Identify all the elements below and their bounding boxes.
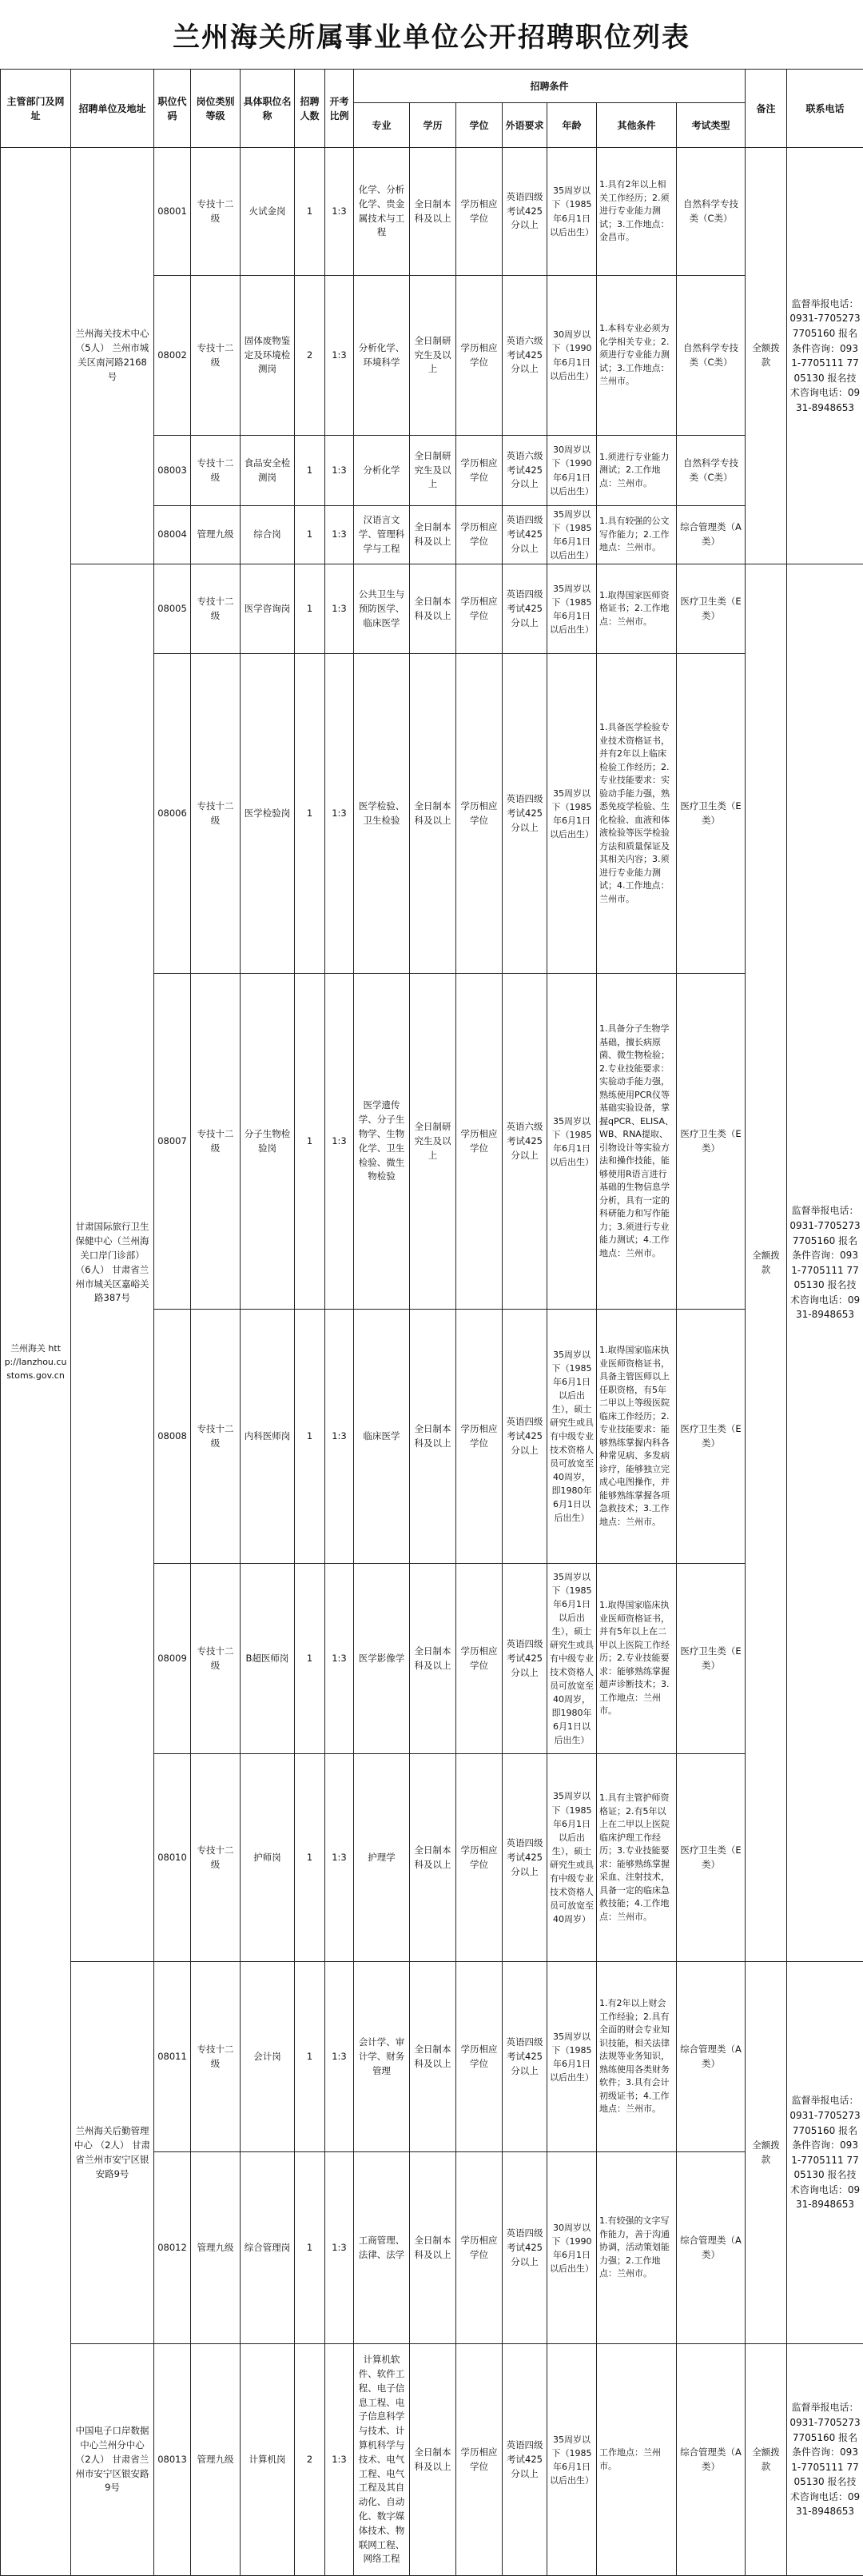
edu-cell: 全日制本科及以上 — [410, 2344, 456, 2576]
header-exam: 考试类型 — [677, 103, 746, 148]
code-cell: 08001 — [154, 148, 191, 276]
header-conditions: 招聘条件 — [354, 70, 746, 103]
exam-cell: 医疗卫生类（E类） — [677, 564, 746, 654]
lang-cell: 英语四级考试425分以上 — [503, 654, 547, 974]
code-cell: 08012 — [154, 2152, 191, 2344]
age-cell: 35周岁以下（1985年6月1日以后出生） — [547, 148, 597, 276]
header-code: 职位代码 — [154, 70, 191, 148]
major-cell: 汉语言文学、管理科学与工程 — [354, 506, 410, 564]
ratio-cell: 1:3 — [325, 148, 354, 276]
edu-cell: 全日制本科及以上 — [410, 148, 456, 276]
major-cell: 分析化学、环境科学 — [354, 276, 410, 436]
count-cell: 1 — [295, 2152, 325, 2344]
position-name-cell: 内科医师岗 — [241, 1310, 295, 1564]
exam-cell: 医疗卫生类（E类） — [677, 1754, 746, 1962]
note-cell: 全额拨款 — [746, 1962, 787, 2344]
note-cell: 全额拨款 — [746, 148, 787, 564]
count-cell: 1 — [295, 436, 325, 506]
level-cell: 专技十二级 — [191, 1310, 241, 1564]
ratio-cell: 1:3 — [325, 2152, 354, 2344]
major-cell: 计算机软件、软件工程、电子信息工程、电子信息科学与技术、计算机科学与技术、电气工程、电气工程及其自动化、自动化、数字媒体技术、物联网工程、网络工程 — [354, 2344, 410, 2576]
header-age: 年龄 — [547, 103, 597, 148]
edu-cell: 全日制研究生及以上 — [410, 974, 456, 1310]
lang-cell: 英语六级考试425分以上 — [503, 436, 547, 506]
position-name-cell: 分子生物检验岗 — [241, 974, 295, 1310]
major-cell: 工商管理、法律、法学 — [354, 2152, 410, 2344]
unit-cell: 中国电子口岸数据中心兰州分中心 （2人） 甘肃省兰州市安宁区银安路9号 — [71, 2344, 154, 2576]
degree-cell: 学历相应学位 — [456, 1962, 503, 2152]
degree-cell: 学历相应学位 — [456, 276, 503, 436]
note-cell: 全额拨款 — [746, 564, 787, 1962]
level-cell: 专技十二级 — [191, 654, 241, 974]
position-name-cell: 食品安全检测岗 — [241, 436, 295, 506]
lang-cell: 英语四级考试425分以上 — [503, 1310, 547, 1564]
level-cell: 管理九级 — [191, 506, 241, 564]
code-cell: 08004 — [154, 506, 191, 564]
exam-cell: 自然科学专技类（C类） — [677, 148, 746, 276]
position-name-cell: 固体废物鉴定及环境检测岗 — [241, 276, 295, 436]
age-cell: 35周岁以下（1985年6月1日以后出生） — [547, 2344, 597, 2576]
other-cell: 1.取得国家临床执业医师资格证书，具备主管医师以上任职资格，有5年二甲以上等级医院临床工作经历；2.专业技能要求：能够熟练掌握内科各种常见病、多发病诊疗，能够独立完成心电图操作，并能够熟练掌握各项急救技术；3.工作地点：兰州市。 — [597, 1310, 677, 1564]
exam-cell: 综合管理类（A类） — [677, 2152, 746, 2344]
position-name-cell: 火试金岗 — [241, 148, 295, 276]
exam-cell: 综合管理类（A类） — [677, 1962, 746, 2152]
exam-cell: 医疗卫生类（E类） — [677, 654, 746, 974]
major-cell: 临床医学 — [354, 1310, 410, 1564]
age-cell: 35周岁以下（1985年6月1日以后出生） — [547, 654, 597, 974]
edu-cell: 全日制本科及以上 — [410, 1962, 456, 2152]
header-count: 招聘人数 — [295, 70, 325, 148]
count-cell: 1 — [295, 1962, 325, 2152]
edu-cell: 全日制本科及以上 — [410, 564, 456, 654]
contact-cell: 监督举报电话：0931-7705273 7705160 报名条件咨询：0931-7705111 7705130 报名技术咨询电话：0931-8948653 — [787, 1962, 863, 2344]
age-cell: 35周岁以下（1985年6月1日以后出生） — [547, 564, 597, 654]
count-cell: 1 — [295, 506, 325, 564]
exam-cell: 医疗卫生类（E类） — [677, 1564, 746, 1754]
level-cell: 专技十二级 — [191, 1754, 241, 1962]
header-ratio: 开考比例 — [325, 70, 354, 148]
exam-cell: 自然科学专技类（C类） — [677, 276, 746, 436]
header-dept: 主管部门及网址 — [1, 70, 71, 148]
age-cell: 30周岁以下（1990年6月1日以后出生） — [547, 2152, 597, 2344]
position-name-cell: 护师岗 — [241, 1754, 295, 1962]
ratio-cell: 1:3 — [325, 276, 354, 436]
degree-cell: 学历相应学位 — [456, 148, 503, 276]
age-cell: 35周岁以下（1985年6月1日以后出生），硕士研究生或具有中级专业技术资格人员可放宽至40周岁） — [547, 1754, 597, 1962]
header-other: 其他条件 — [597, 103, 677, 148]
job-table — [0, 69, 863, 2576]
position-name-cell: 医学咨询岗 — [241, 564, 295, 654]
level-cell: 专技十二级 — [191, 564, 241, 654]
header-contact: 联系电话 — [787, 70, 863, 148]
degree-cell: 学历相应学位 — [456, 506, 503, 564]
unit-cell: 甘肃国际旅行卫生保健中心（兰州海关口岸门诊部） （6人） 甘肃省兰州市城关区嘉峪关路387号 — [71, 564, 154, 1962]
edu-cell: 全日制本科及以上 — [410, 1310, 456, 1564]
count-cell: 2 — [295, 2344, 325, 2576]
ratio-cell: 1:3 — [325, 654, 354, 974]
edu-cell: 全日制本科及以上 — [410, 654, 456, 974]
count-cell: 1 — [295, 1754, 325, 1962]
lang-cell: 英语四级考试425分以上 — [503, 2152, 547, 2344]
code-cell: 08002 — [154, 276, 191, 436]
edu-cell: 全日制本科及以上 — [410, 1564, 456, 1754]
other-cell: 1.取得国家临床执业医师资格证书，并有5年以上在二甲以上医院工作经历；2.专业技能要求：能够熟练掌握超声诊断技术；3.工作地点：兰州市。 — [597, 1564, 677, 1754]
header-major: 专业 — [354, 103, 410, 148]
age-cell: 35周岁以下（1985年6月1日以后出生） — [547, 1962, 597, 2152]
ratio-cell: 1:3 — [325, 1962, 354, 2152]
lang-cell: 英语四级考试425分以上 — [503, 1754, 547, 1962]
edu-cell: 全日制本科及以上 — [410, 1754, 456, 1962]
age-cell: 30周岁以下（1990年6月1日以后出生） — [547, 276, 597, 436]
ratio-cell: 1:3 — [325, 2344, 354, 2576]
ratio-cell: 1:3 — [325, 1564, 354, 1754]
count-cell: 1 — [295, 564, 325, 654]
major-cell: 医学影像学 — [354, 1564, 410, 1754]
degree-cell: 学历相应学位 — [456, 1754, 503, 1962]
count-cell: 1 — [295, 148, 325, 276]
other-cell: 1.具备分子生物学基础，擅长病原菌、微生物检验；2.专业技能要求：实验动手能力强，熟练使用PCR仪等基础实验设备，掌握qPCR、ELISA、WB、RNA提取、引物设计等实验方法和操作技能，能够使用R语言进行基础的生物信息学分析，具有一定的科研能力和写作能力；3.须进行专业能力测试；4.工作地点：兰州市。 — [597, 974, 677, 1310]
major-cell: 医学遗传学、分子生物学、生物化学、卫生检验、微生物检验 — [354, 974, 410, 1310]
contact-cell: 监督举报电话：0931-7705273 7705160 报名条件咨询：0931-7705111 7705130 报名技术咨询电话：0931-8948653 — [787, 564, 863, 1962]
age-cell: 35周岁以下（1985年6月1日以后出生），硕士研究生或具有中级专业技术资格人员可放宽至40周岁，即1980年6月1日以后出生） — [547, 1310, 597, 1564]
ratio-cell: 1:3 — [325, 506, 354, 564]
lang-cell: 英语六级考试425分以上 — [503, 974, 547, 1310]
contact-cell: 监督举报电话：0931-7705273 7705160 报名条件咨询：0931-7705111 7705130 报名技术咨询电话：0931-8948653 — [787, 148, 863, 564]
ratio-cell: 1:3 — [325, 974, 354, 1310]
position-name-cell: 综合岗 — [241, 506, 295, 564]
lang-cell: 英语四级考试425分以上 — [503, 1962, 547, 2152]
degree-cell: 学历相应学位 — [456, 564, 503, 654]
code-cell: 08006 — [154, 654, 191, 974]
ratio-cell: 1:3 — [325, 436, 354, 506]
age-cell: 35周岁以下（1985年6月1日以后出生） — [547, 974, 597, 1310]
count-cell: 2 — [295, 276, 325, 436]
position-name-cell: B超医师岗 — [241, 1564, 295, 1754]
position-name-cell: 医学检验岗 — [241, 654, 295, 974]
code-cell: 08013 — [154, 2344, 191, 2576]
level-cell: 管理九级 — [191, 2152, 241, 2344]
level-cell: 专技十二级 — [191, 1564, 241, 1754]
lang-cell: 英语四级考试425分以上 — [503, 2344, 547, 2576]
other-cell: 1.有2年以上财会工作经验；2.具有全面的财会专业知识技能，相关法律法规等业务知识，熟练使用各类财务软件；3.具有会计初级证书；4.工作地点：兰州市。 — [597, 1962, 677, 2152]
major-cell: 会计学、审计学、财务管理 — [354, 1962, 410, 2152]
level-cell: 专技十二级 — [191, 974, 241, 1310]
header-level: 岗位类别等级 — [191, 70, 241, 148]
dept-cell: 兰州海关 http://lanzhou.customs.gov.cn — [1, 148, 71, 2576]
header-degree: 学位 — [456, 103, 503, 148]
degree-cell: 学历相应学位 — [456, 974, 503, 1310]
other-cell: 1.具有较强的公文写作能力；2.工作地点：兰州市。 — [597, 506, 677, 564]
other-cell: 1.本科专业必须为化学相关专业；2.须进行专业能力测试；3.工作地点：兰州市。 — [597, 276, 677, 436]
header-note: 备注 — [746, 70, 787, 148]
level-cell: 专技十二级 — [191, 276, 241, 436]
table-row — [1, 1962, 863, 2152]
degree-cell: 学历相应学位 — [456, 2152, 503, 2344]
degree-cell: 学历相应学位 — [456, 436, 503, 506]
exam-cell: 综合管理类（A类） — [677, 506, 746, 564]
unit-cell: 兰州海关技术中心 （5人） 兰州市城关区南河路2168号 — [71, 148, 154, 564]
edu-cell: 全日制研究生及以上 — [410, 436, 456, 506]
header-lang: 外语要求 — [503, 103, 547, 148]
page-title: 兰州海关所属事业单位公开招聘职位列表 — [0, 0, 863, 69]
count-cell: 1 — [295, 974, 325, 1310]
level-cell: 管理九级 — [191, 2344, 241, 2576]
count-cell: 1 — [295, 1564, 325, 1754]
code-cell: 08008 — [154, 1310, 191, 1564]
lang-cell: 英语四级考试425分以上 — [503, 1564, 547, 1754]
age-cell: 35周岁以下（1985年6月1日以后出生），硕士研究生或具有中级专业技术资格人员可放宽至40周岁，即1980年6月1日以后出生） — [547, 1564, 597, 1754]
age-cell: 30周岁以下（1990年6月1日以后出生） — [547, 436, 597, 506]
major-cell: 化学、分析化学、贵金属技术与工程 — [354, 148, 410, 276]
lang-cell: 英语四级考试425分以上 — [503, 148, 547, 276]
unit-cell: 兰州海关后勤管理中心 （2人） 甘肃省兰州市安宁区银安路9号 — [71, 1962, 154, 2344]
code-cell: 08007 — [154, 974, 191, 1310]
other-cell: 1.具有主管护师资格证；2.有5年以上在二甲以上医院临床护理工作经历；3.专业技能要求：能够熟练掌握采血、注射技术，具备一定的临床急救技能；4.工作地点：兰州市。 — [597, 1754, 677, 1962]
position-name-cell: 计算机岗 — [241, 2344, 295, 2576]
other-cell: 1.具有2年以上相关工作经历；2.须进行专业能力测试；3.工作地点：金昌市。 — [597, 148, 677, 276]
degree-cell: 学历相应学位 — [456, 2344, 503, 2576]
exam-cell: 医疗卫生类（E类） — [677, 974, 746, 1310]
major-cell: 护理学 — [354, 1754, 410, 1962]
other-cell: 1.有较强的文字写作能力，善于沟通协调，活动策划能力强；2.工作地点：兰州市。 — [597, 2152, 677, 2344]
other-cell: 工作地点：兰州市。 — [597, 2344, 677, 2576]
ratio-cell: 1:3 — [325, 1310, 354, 1564]
count-cell: 1 — [295, 654, 325, 974]
edu-cell: 全日制本科及以上 — [410, 2152, 456, 2344]
other-cell: 1.须进行专业能力测试；2.工作地点：兰州市。 — [597, 436, 677, 506]
other-cell: 1.具备医学检验专业技术资格证书，并有2年以上临床检验工作经历；2.专业技能要求：实验动手能力强，熟悉免疫学检验、生化检验、血液和体液检验等医学检验方法和质量保证及其相关内容；3.须进行专业能力测试；4.工作地点：兰州市。 — [597, 654, 677, 974]
major-cell: 医学检验、卫生检验 — [354, 654, 410, 974]
lang-cell: 英语四级考试425分以上 — [503, 564, 547, 654]
major-cell: 公共卫生与预防医学、临床医学 — [354, 564, 410, 654]
position-name-cell: 会计岗 — [241, 1962, 295, 2152]
note-cell: 全额拨款 — [746, 2344, 787, 2576]
contact-cell: 监督举报电话：0931-7705273 7705160 报名条件咨询：0931-7705111 7705130 报名技术咨询电话：0931-8948653 — [787, 2344, 863, 2576]
table-row — [1, 2344, 863, 2576]
code-cell: 08010 — [154, 1754, 191, 1962]
level-cell: 专技十二级 — [191, 1962, 241, 2152]
edu-cell: 全日制本科及以上 — [410, 506, 456, 564]
lang-cell: 英语四级考试425分以上 — [503, 506, 547, 564]
count-cell: 1 — [295, 1310, 325, 1564]
exam-cell: 医疗卫生类（E类） — [677, 1310, 746, 1564]
degree-cell: 学历相应学位 — [456, 1564, 503, 1754]
major-cell: 分析化学 — [354, 436, 410, 506]
position-name-cell: 综合管理岗 — [241, 2152, 295, 2344]
other-cell: 1.取得国家医师资格证书；2.工作地点：兰州市。 — [597, 564, 677, 654]
degree-cell: 学历相应学位 — [456, 1310, 503, 1564]
code-cell: 08003 — [154, 436, 191, 506]
ratio-cell: 1:3 — [325, 1754, 354, 1962]
edu-cell: 全日制研究生及以上 — [410, 276, 456, 436]
lang-cell: 英语六级考试425分以上 — [503, 276, 547, 436]
code-cell: 08005 — [154, 564, 191, 654]
header-name: 具体职位名称 — [241, 70, 295, 148]
level-cell: 专技十二级 — [191, 436, 241, 506]
table-row — [1, 564, 863, 654]
exam-cell: 自然科学专技类（C类） — [677, 436, 746, 506]
header-unit: 招聘单位及地址 — [71, 70, 154, 148]
header-row-1 — [1, 70, 863, 103]
table-row — [1, 148, 863, 276]
degree-cell: 学历相应学位 — [456, 654, 503, 974]
age-cell: 35周岁以下（1985年6月1日以后出生） — [547, 506, 597, 564]
code-cell: 08009 — [154, 1564, 191, 1754]
ratio-cell: 1:3 — [325, 564, 354, 654]
code-cell: 08011 — [154, 1962, 191, 2152]
level-cell: 专技十二级 — [191, 148, 241, 276]
exam-cell: 综合管理类（A类） — [677, 2344, 746, 2576]
header-edu: 学历 — [410, 103, 456, 148]
